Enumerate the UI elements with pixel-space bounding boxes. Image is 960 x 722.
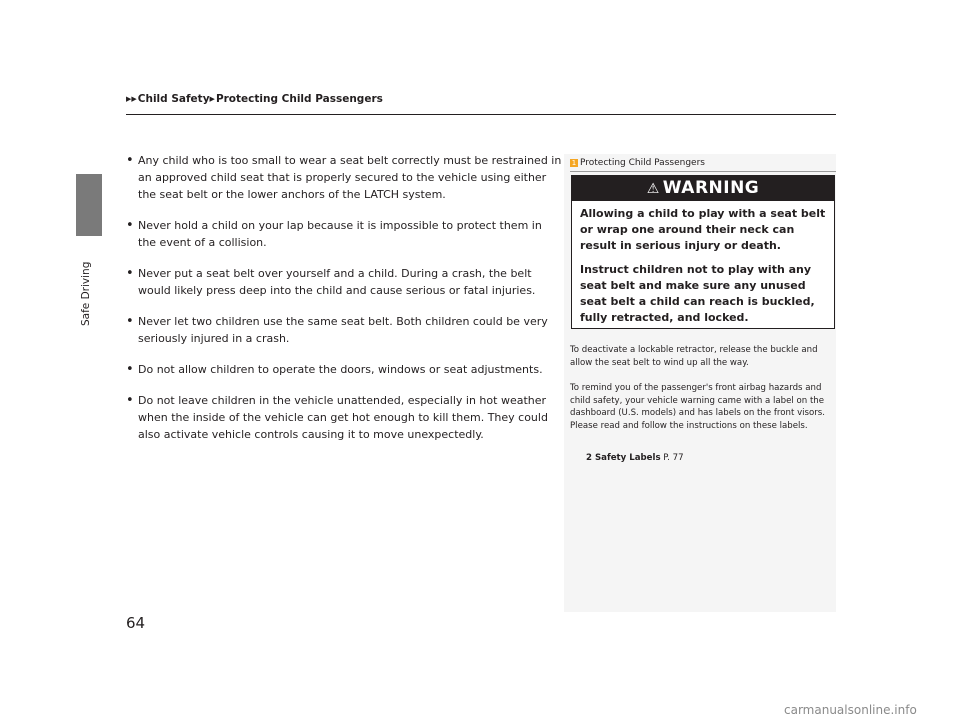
chevron-right-icon: ▶▶ <box>126 95 137 103</box>
warning-text-1: Allowing a child to play with a seat belt or wrap one around their neck can result in serious injury or death. <box>580 207 826 252</box>
bullet-icon: • <box>126 153 134 168</box>
list-item: • Any child who is too small to wear a seat belt correctly must be restrained in an approved child seat that is properly secured to the vehicle using either the seat belt or the lower anchors of the LATCH system. <box>126 153 562 201</box>
warning-box <box>571 175 835 329</box>
bullet-icon: • <box>126 314 134 329</box>
bullet-icon: • <box>126 266 134 281</box>
note-retractor: To deactivate a lockable retractor, release the buckle and allow the seat belt to wind up all the way. <box>570 345 818 368</box>
bullet-icon: • <box>126 393 134 408</box>
bullet-icon: • <box>126 362 134 377</box>
bullet-icon: • <box>126 218 134 233</box>
breadcrumb-item-protecting-child-passengers[interactable]: Protecting Child Passengers <box>215 93 383 105</box>
page-number: 64 <box>126 614 146 632</box>
breadcrumb <box>126 93 383 105</box>
warning-triangle-icon: ⚠ <box>646 181 660 197</box>
sidebar-divider <box>570 171 836 172</box>
cross-reference-label[interactable]: Safety Labels <box>594 453 661 463</box>
list-item: • Never put a seat belt over yourself and a child. During a crash, the belt would likely press deep into the child and cause serious or fatal injuries. <box>126 266 536 297</box>
cross-reference-icon: 2 <box>586 453 592 463</box>
chevron-right-icon: ▶ <box>209 95 215 103</box>
list-item: • Never hold a child on your lap because it is impossible to protect them in the event of a collision. <box>126 218 542 249</box>
list-item: • Never let two children use the same seat belt. Both children could be very seriously injured in a crash. <box>126 314 548 345</box>
section-label: Safe Driving <box>80 261 92 326</box>
list-item: • Do not allow children to operate the doors, windows or seat adjustments. <box>126 362 543 377</box>
warning-text-2: Instruct children not to play with any seat belt and make sure any unused seat belt a child can reach is buckled, fully retracted, and locked. <box>580 263 815 324</box>
watermark: carmanualsonline.info <box>784 703 917 717</box>
cross-reference-page: P. 77 <box>663 453 684 463</box>
header-divider <box>126 114 836 115</box>
breadcrumb-item-child-safety[interactable]: Child Safety <box>137 93 210 105</box>
sidebar-notes <box>564 154 836 612</box>
cross-reference[interactable] <box>586 452 684 464</box>
section-tab <box>76 174 102 236</box>
sidebar-title: 1 Protecting Child Passengers <box>571 158 705 168</box>
warning-header: ⚠ WARNING <box>572 176 834 201</box>
note-labels: To remind you of the passenger's front airbag hazards and child safety, your vehicle warning came with a label on the dashboard (U.S. models) and has labels on the front visors. Please read and follow the instructions on these labels. <box>570 383 826 431</box>
list-item: • Do not leave children in the vehicle unattended, especially in hot weather when the inside of the vehicle can get hot enough to kill them. They could also activate vehicle controls causing it to move unexpectedly. <box>126 393 548 441</box>
note-marker-icon: 1 <box>571 159 577 167</box>
bullet-list <box>126 152 562 457</box>
